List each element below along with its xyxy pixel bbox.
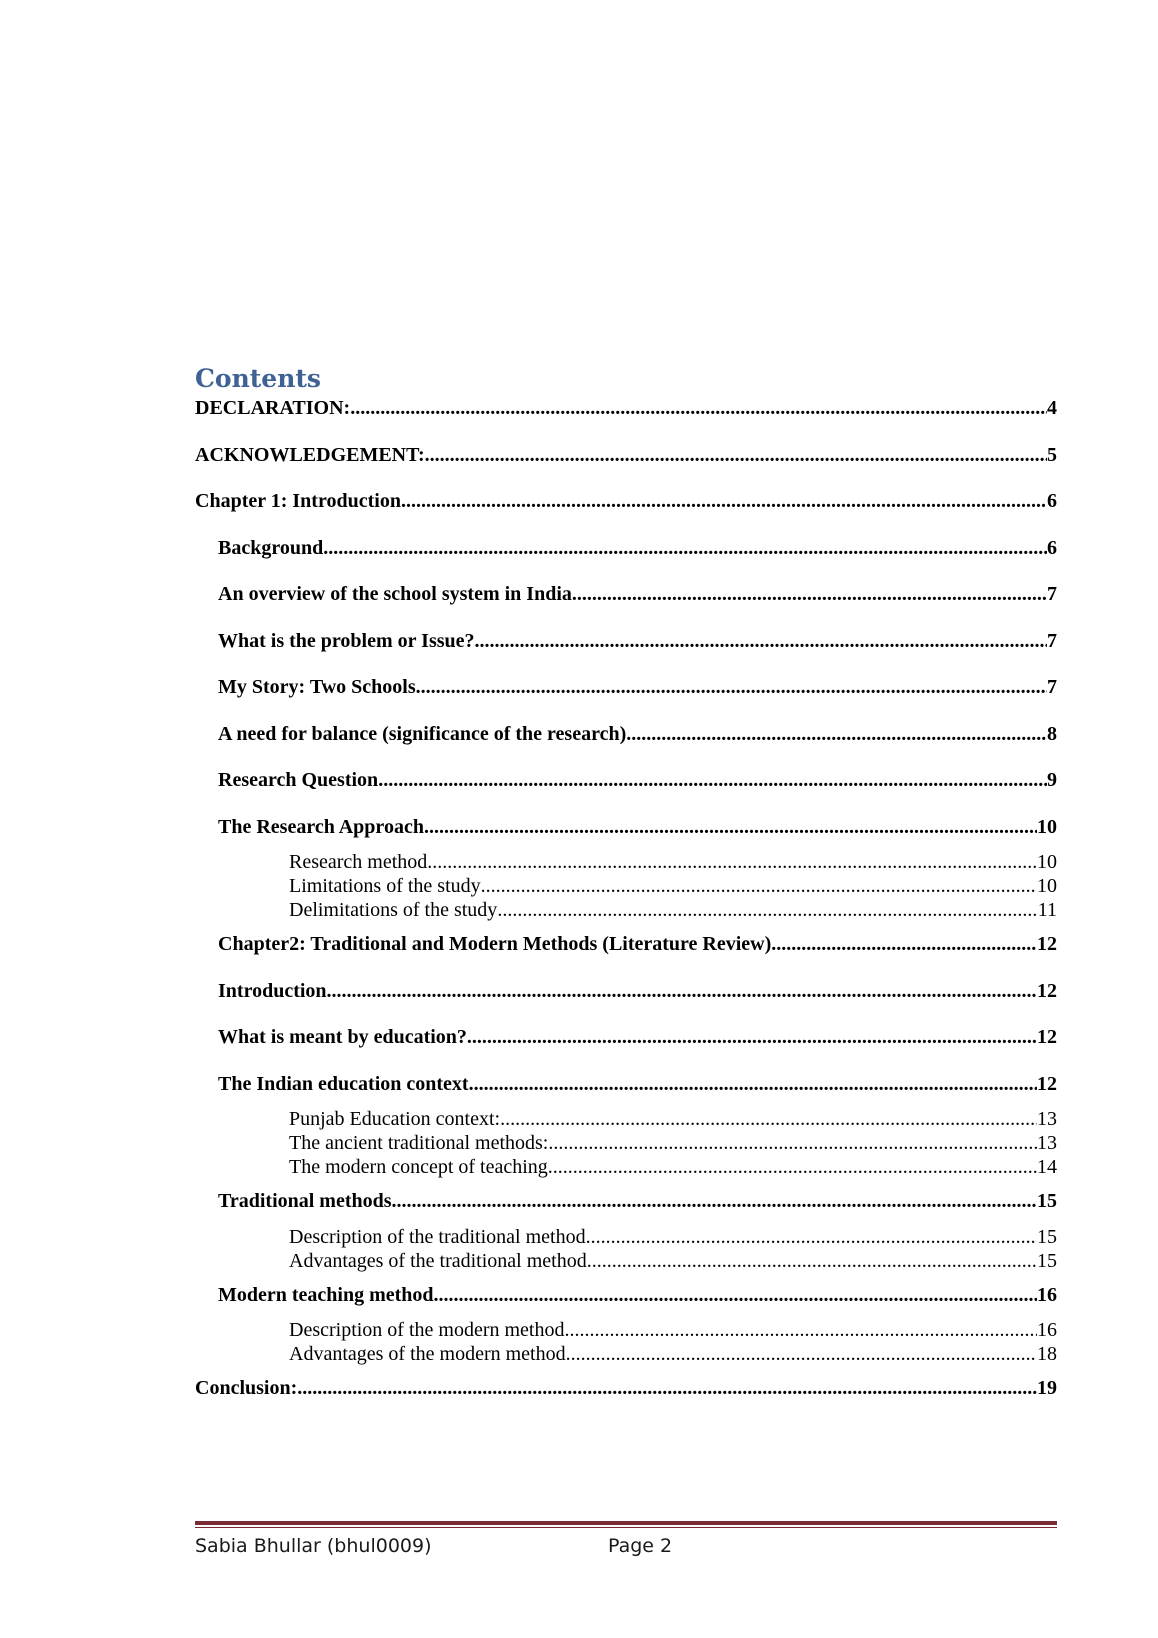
toc-entry-label: Traditional methods (218, 1190, 392, 1212)
toc-dot-leader (572, 582, 1047, 606)
toc-entry-label: Background (218, 537, 324, 559)
toc-dot-leader (401, 489, 1047, 513)
toc-entry-page-number: 16 (1037, 1284, 1057, 1306)
toc-dot-leader (416, 675, 1047, 699)
toc-entry-label: Description of the modern method (289, 1319, 565, 1341)
toc-entry-label: Description of the traditional method (289, 1226, 586, 1248)
toc-entry-label: Chapter 1: Introduction (195, 490, 401, 512)
toc-entry-label: The modern concept of teaching (289, 1156, 548, 1178)
toc-entry-label: My Story: Two Schools (218, 676, 416, 698)
toc-entry[interactable] (195, 1376, 1057, 1400)
toc-entry-page-number: 14 (1037, 1156, 1057, 1178)
toc-dot-leader (497, 898, 1037, 922)
toc-entry-page-number: 13 (1037, 1132, 1057, 1154)
toc-entry-label: Punjab Education context: (289, 1108, 501, 1130)
toc-dot-leader (427, 850, 1037, 874)
toc-entry-page-number: 16 (1037, 1319, 1057, 1341)
toc-entry-label: The ancient traditional methods: (289, 1132, 549, 1154)
toc-dot-leader (392, 1189, 1037, 1213)
toc-dot-leader (475, 629, 1047, 653)
toc-entry-page-number: 5 (1047, 444, 1057, 466)
toc-entry[interactable] (195, 1225, 1057, 1249)
toc-entry-label: Limitations of the study (289, 875, 481, 897)
toc-dot-leader (424, 815, 1037, 839)
toc-entry[interactable] (195, 1025, 1057, 1049)
toc-entry-page-number: 8 (1047, 723, 1057, 745)
footer-page-number: Page 2 (608, 1535, 673, 1557)
toc-entry-page-number: 15 (1037, 1190, 1057, 1212)
toc-entry-page-number: 12 (1037, 1073, 1057, 1095)
toc-dot-leader (587, 1249, 1037, 1273)
toc-entry-page-number: 10 (1037, 816, 1057, 838)
toc-entry[interactable] (195, 396, 1057, 420)
toc-entry[interactable] (195, 443, 1057, 467)
toc-entry-page-number: 10 (1037, 875, 1057, 897)
toc-entry-page-number: 6 (1047, 490, 1057, 512)
toc-dot-leader (323, 536, 1047, 560)
toc-entry[interactable] (195, 1189, 1057, 1213)
toc-entry[interactable] (195, 1283, 1057, 1307)
footer-author: Sabia Bhullar (bhul0009) (195, 1535, 432, 1557)
toc-entry[interactable] (195, 582, 1057, 606)
toc-entry-label: Advantages of the traditional method (289, 1250, 587, 1272)
toc-entry[interactable] (195, 1342, 1057, 1366)
toc-dot-leader (434, 1283, 1037, 1307)
toc-dot-leader (327, 979, 1037, 1003)
toc-entry-page-number: 10 (1037, 851, 1057, 873)
toc-entry[interactable] (195, 629, 1057, 653)
toc-entry-page-number: 12 (1037, 1026, 1057, 1048)
toc-entry[interactable] (195, 675, 1057, 699)
toc-entry-page-number: 12 (1037, 933, 1057, 955)
toc-dot-leader (297, 1376, 1037, 1400)
toc-dot-leader (626, 722, 1047, 746)
toc-dot-leader (566, 1342, 1037, 1366)
toc-entry-page-number: 15 (1037, 1226, 1057, 1248)
toc-entry-label: ACKNOWLEDGEMENT: (195, 444, 425, 466)
toc-entry[interactable] (195, 1131, 1057, 1155)
toc-dot-leader (481, 874, 1037, 898)
toc-entry-page-number: 12 (1037, 980, 1057, 1002)
toc-entry-label: The Research Approach (218, 816, 424, 838)
toc-dot-leader (469, 1072, 1037, 1096)
toc-entry[interactable] (195, 898, 1057, 922)
toc-entry-page-number: 11 (1037, 899, 1057, 921)
toc-entry[interactable] (195, 815, 1057, 839)
toc-entry-label: Chapter2: Traditional and Modern Methods (Literature Review) (218, 933, 772, 955)
toc-entry-label: An overview of the school system in India (218, 583, 572, 605)
toc-entry[interactable] (195, 979, 1057, 1003)
toc-entry-label: Research Question (218, 769, 379, 791)
toc-dot-leader (771, 932, 1037, 956)
footer-rule (195, 1521, 1057, 1525)
toc-dot-leader (500, 1107, 1037, 1131)
toc-entry-page-number: 9 (1047, 769, 1057, 791)
footer-rule-thin (195, 1527, 1057, 1528)
toc-entry-label: Modern teaching method (218, 1284, 434, 1306)
toc-entry-label: A need for balance (significance of the research) (218, 723, 627, 745)
toc-dot-leader (548, 1155, 1037, 1179)
toc-dot-leader (565, 1318, 1038, 1342)
toc-entry[interactable] (195, 722, 1057, 746)
toc-entry-label: What is the problem or Issue? (218, 630, 475, 652)
toc-entry-page-number: 7 (1047, 630, 1057, 652)
toc-entry-label: What is meant by education? (218, 1026, 467, 1048)
toc-entry-label: Conclusion: (195, 1377, 298, 1399)
toc-entry[interactable] (195, 874, 1057, 898)
toc-entry-label: Delimitations of the study (289, 899, 498, 921)
toc-entry-page-number: 7 (1047, 676, 1057, 698)
table-of-contents (195, 0, 1057, 1638)
toc-dot-leader (378, 768, 1047, 792)
toc-dot-leader (467, 1025, 1037, 1049)
toc-entry[interactable] (195, 1249, 1057, 1273)
toc-entry-page-number: 7 (1047, 583, 1057, 605)
toc-entry-page-number: 15 (1037, 1250, 1057, 1272)
toc-entry[interactable] (195, 1155, 1057, 1179)
toc-dot-leader (586, 1225, 1037, 1249)
toc-entry-label: The Indian education context (218, 1073, 469, 1095)
toc-entry[interactable] (195, 768, 1057, 792)
toc-entry-page-number: 6 (1047, 537, 1057, 559)
toc-entry-page-number: 19 (1037, 1377, 1057, 1399)
toc-entry[interactable] (195, 489, 1057, 513)
toc-entry[interactable] (195, 1318, 1057, 1342)
toc-entry-label: Research method (289, 851, 428, 873)
toc-entry-page-number: 13 (1037, 1108, 1057, 1130)
toc-entry-label: Introduction (218, 980, 327, 1002)
toc-dot-leader (350, 396, 1047, 420)
toc-entry[interactable] (195, 932, 1057, 956)
toc-entry[interactable] (195, 1072, 1057, 1096)
toc-heading: Contents (195, 364, 322, 393)
toc-entry-page-number: 4 (1047, 397, 1057, 419)
toc-entry-page-number: 18 (1037, 1343, 1057, 1365)
toc-entry[interactable] (195, 536, 1057, 560)
toc-dot-leader (425, 443, 1047, 467)
toc-dot-leader (548, 1131, 1037, 1155)
toc-entry-label: DECLARATION: (195, 397, 351, 419)
toc-entry[interactable] (195, 850, 1057, 874)
toc-entry[interactable] (195, 1107, 1057, 1131)
toc-entry-label: Advantages of the modern method (289, 1343, 566, 1365)
